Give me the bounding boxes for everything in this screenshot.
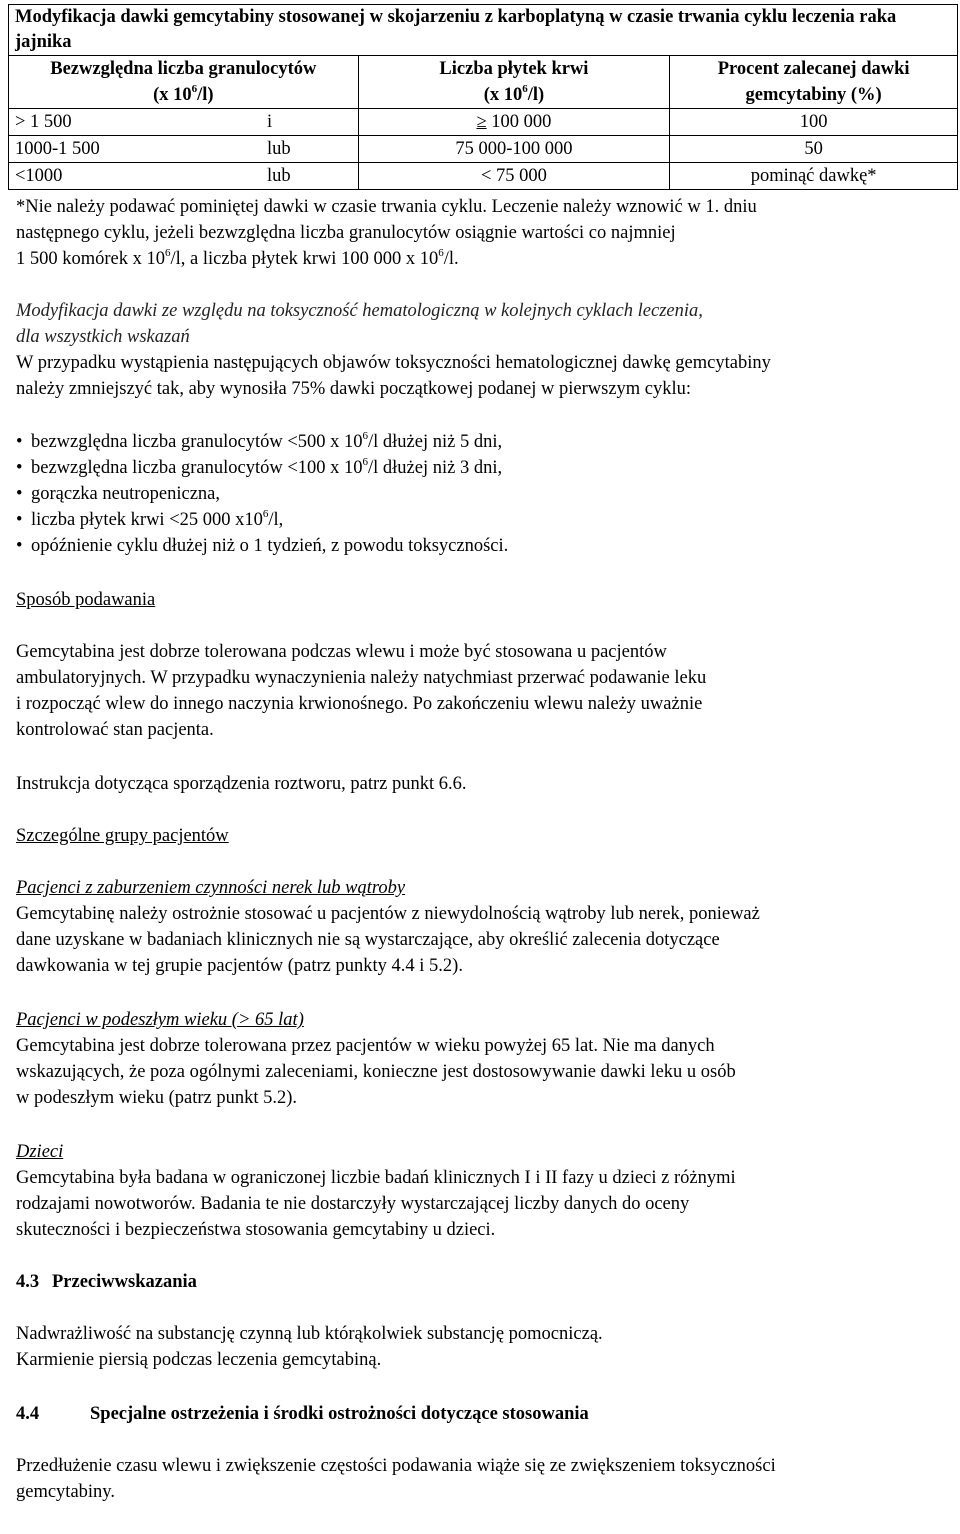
table-row	[9, 136, 958, 163]
table-footnote: *Nie należy podawać pominiętej dawki w czasie trwania cyklu. Leczenie należy wznowić w 1. dniu następnego cyklu, jeżeli bezwzględna liczba granulocytów osiągnie wartości co najmniej 1 500 komórek x $10^6/l$, a liczba płytek krwi 100 000 x $10^6/l$.	[16, 197, 757, 269]
granulocytes-value: <1000	[15, 166, 63, 186]
admin-heading: Sposób podawania	[16, 590, 156, 610]
platelets-value: 100 000	[491, 112, 552, 132]
platelets-value: < 75 000	[358, 163, 670, 190]
hemotox-bullet-list	[16, 429, 946, 559]
percent-value: 100	[670, 109, 958, 136]
special-groups-heading: Szczególne grupy pacjentów	[16, 826, 229, 846]
contraindications-heading: 4.3 Przeciwwskazania	[16, 1272, 197, 1292]
granulocytes-value: > 1 500	[15, 112, 72, 132]
header-dose-percent: Procent zalecanej dawki gemcytabiny (%)	[670, 56, 958, 109]
table-row	[9, 163, 958, 190]
children-heading: Dzieci	[16, 1142, 64, 1162]
platelets-value: 75 000-100 000	[358, 136, 670, 163]
list-item: • gorączka neutropeniczna,	[16, 481, 946, 507]
elderly-section: Pacjenci w podeszłym wieku (> 65 lat) Gemcytabina jest dobrze tolerowana przez pacjentów w wieku powyżej 65 lat. Nie ma danych wskazujących, że poza ogólnymi zaleceniami, konieczne jest dostosowywanie dawki leku u osób w podeszłym wieku (patrz punkt 5.2).	[16, 1007, 946, 1111]
percent-value: 50	[670, 136, 958, 163]
dose-modification-table	[8, 4, 958, 190]
contraindications-section	[16, 1269, 946, 1295]
warnings-heading: 4.4 Specjalne ostrzeżenia i środki ostrożności dotyczące stosowania	[16, 1404, 589, 1424]
children-section: Dzieci Gemcytabina była badana w ograniczonej liczbie badań klinicznych I i II fazy u dzieci z różnymi rodzajami nowotworów. Badania te nie dostarczyły wystarczającej liczby danych do oceny skuteczności i bezpieczeństwa stosowania gemcytabiny u dzieci.	[16, 1139, 946, 1243]
renal-hepatic-section: Pacjenci z zaburzeniem czynności nerek lub wątroby Gemcytabinę należy ostrożnie stosować u pacjentów z niewydolnością wątroby lub nerek, ponieważ dane uzyskane w badaniach klinicznych nie są wystarczające, aby określić zalecenia dotyczące dawkowania w tej grupie pacjentów (patrz punkty 4.4 i 5.2).	[16, 875, 946, 979]
elderly-heading: Pacjenci w podeszłym wieku (> 65 lat)	[16, 1010, 304, 1030]
ge-symbol: ≥	[476, 112, 487, 132]
table-header-row	[9, 56, 958, 109]
list-item: • bezwzględna liczba granulocytów <100 x $10^6/l$ dłużej niż 3 dni,	[16, 455, 946, 481]
warnings-section	[16, 1401, 946, 1427]
instruction-reference: Instrukcja dotycząca sporządzenia roztworu, patrz punkt 6.6.	[16, 774, 467, 794]
conjunction: i	[267, 112, 273, 132]
table-title: Modyfikacja dawki gemcytabiny stosowanej w skojarzeniu z karboplatyną w czasie trwania cyklu leczenia raka jajnika	[9, 5, 958, 56]
conjunction: lub	[267, 139, 291, 159]
list-item: • opóźnienie cyklu dłużej niż o 1 tydzień, z powodu toksyczności.	[16, 533, 946, 559]
list-item: • liczba płytek krwi <25 000 $x10^6/l$,	[16, 507, 946, 533]
hemotox-section: Modyfikacja dawki ze względu na toksyczność hematologiczną w kolejnych cyklach leczenia, dla wszystkich wskazań W przypadku wystąpienia następujących objawów toksyczności hematologicznej dawkę gemcytabiny należy zmniejszyć tak, aby wynosiła 75% dawki początkowej podanej w pierwszym cyklu:	[16, 298, 946, 402]
admin-section	[16, 587, 946, 613]
list-item: • bezwzględna liczba granulocytów <500 x $10^6/l$ dłużej niż 5 dni,	[16, 429, 946, 455]
header-platelets: Liczba płytek krwi (x $10^6/l$)	[358, 56, 670, 109]
table-row	[9, 109, 958, 136]
granulocytes-value: 1000-1 500	[15, 139, 100, 159]
renal-heading: Pacjenci z zaburzeniem czynności nerek lub wątroby	[16, 878, 406, 898]
percent-value: pominąć dawkę*	[670, 163, 958, 190]
header-granulocytes: Bezwzględna liczba granulocytów (x $10^6/l$)	[9, 56, 359, 109]
hemotox-title: Modyfikacja dawki ze względu na toksyczność hematologiczną w kolejnych cyklach leczenia,	[16, 301, 703, 321]
conjunction: lub	[267, 166, 291, 186]
